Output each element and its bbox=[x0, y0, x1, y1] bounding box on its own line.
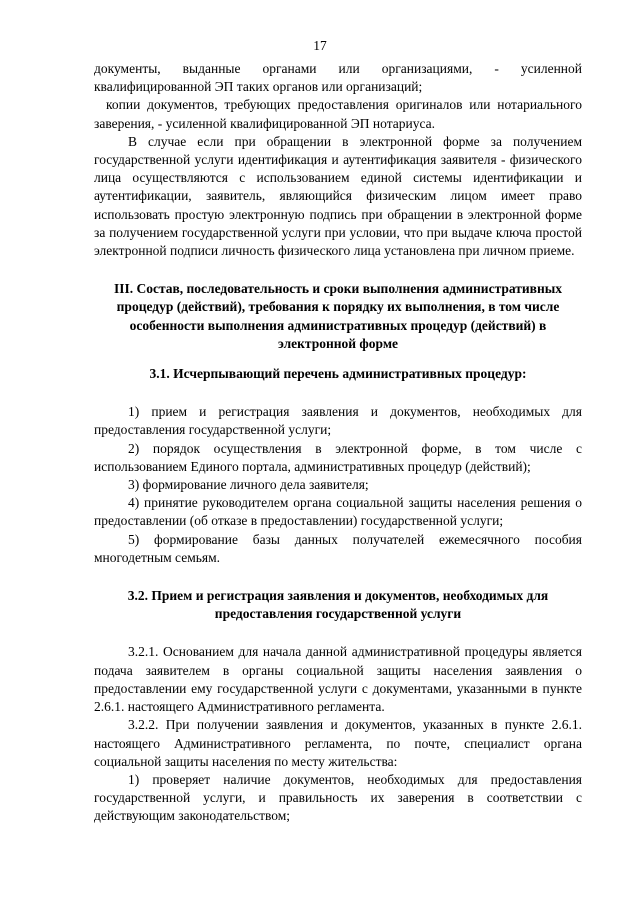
list-item: 1) прием и регистрация заявления и документов, необходимых для предоставления государственной услуги; bbox=[94, 404, 582, 438]
paragraph: В случае если при обращении в электронной форме за получением государственной услуги идентификация и аутентификация заявителя - физического лица осуществляются с использованием единой системы идентификации и аутентификации, заявитель, являющийся физическим лицом имеет право использовать простую электронную подпись при обращении в электронной форме за получением государственной услуги при условии, что при выдаче ключа простой электронной подписи личность физического лица установлена при личном приеме. bbox=[94, 133, 582, 259]
subsection-heading: 3.2. Прием и регистрация заявления и документов, необходимых для предоставления государственной услуги bbox=[127, 588, 549, 622]
list-item: 2) порядок осуществления в электронной форме, в том числе с использованием Единого портала, административных процедур (действий); bbox=[94, 440, 582, 474]
section-heading: III. Состав, последовательность и сроки выполнения административных процедур (действий), требования к порядку их выполнения, в том числе особенности выполнения административных процедур (действий) в электронной форме bbox=[113, 281, 563, 351]
paragraph: документы, выданные органами или организациями, - усиленной квалифицированной ЭП таких органов или организаций; bbox=[94, 61, 582, 95]
subsection-heading: 3.1. Исчерпывающий перечень административных процедур: bbox=[149, 366, 527, 382]
paragraph: 3.2.1. Основанием для начала данной административной процедуры является подача заявителем в органы социальной защиты населения заявления о предоставлении ему государственной услуги с документами, указанными в пункте 2.6.1. настоящего Административного регламента. bbox=[94, 644, 582, 715]
list-item: 5) формирование базы данных получателей ежемесячного пособия многодетным семьям. bbox=[94, 531, 582, 565]
page-number: 17 bbox=[313, 38, 327, 53]
paragraph: 1) проверяет наличие документов, необходимых для предоставления государственной услуги, и правильность их заверения в соответствии с действующим законодательством; bbox=[94, 771, 582, 824]
document-body bbox=[94, 60, 582, 826]
paragraph: копии документов, требующих предоставления оригиналов или нотариального заверения, - усиленной квалифицированной ЭП нотариуса. bbox=[94, 97, 582, 131]
list-item: 3) формирование личного дела заявителя; bbox=[128, 477, 369, 493]
paragraph: 3.2.2. При получении заявления и документов, указанных в пункте 2.6.1. настоящего Административного регламента, по почте, специалист органа социальной защиты населения по месту жительства: bbox=[94, 717, 582, 769]
list-item: 4) принятие руководителем органа социальной защиты населения решения о предоставлении (об отказе в предоставлении) государственной услуги; bbox=[94, 495, 582, 529]
